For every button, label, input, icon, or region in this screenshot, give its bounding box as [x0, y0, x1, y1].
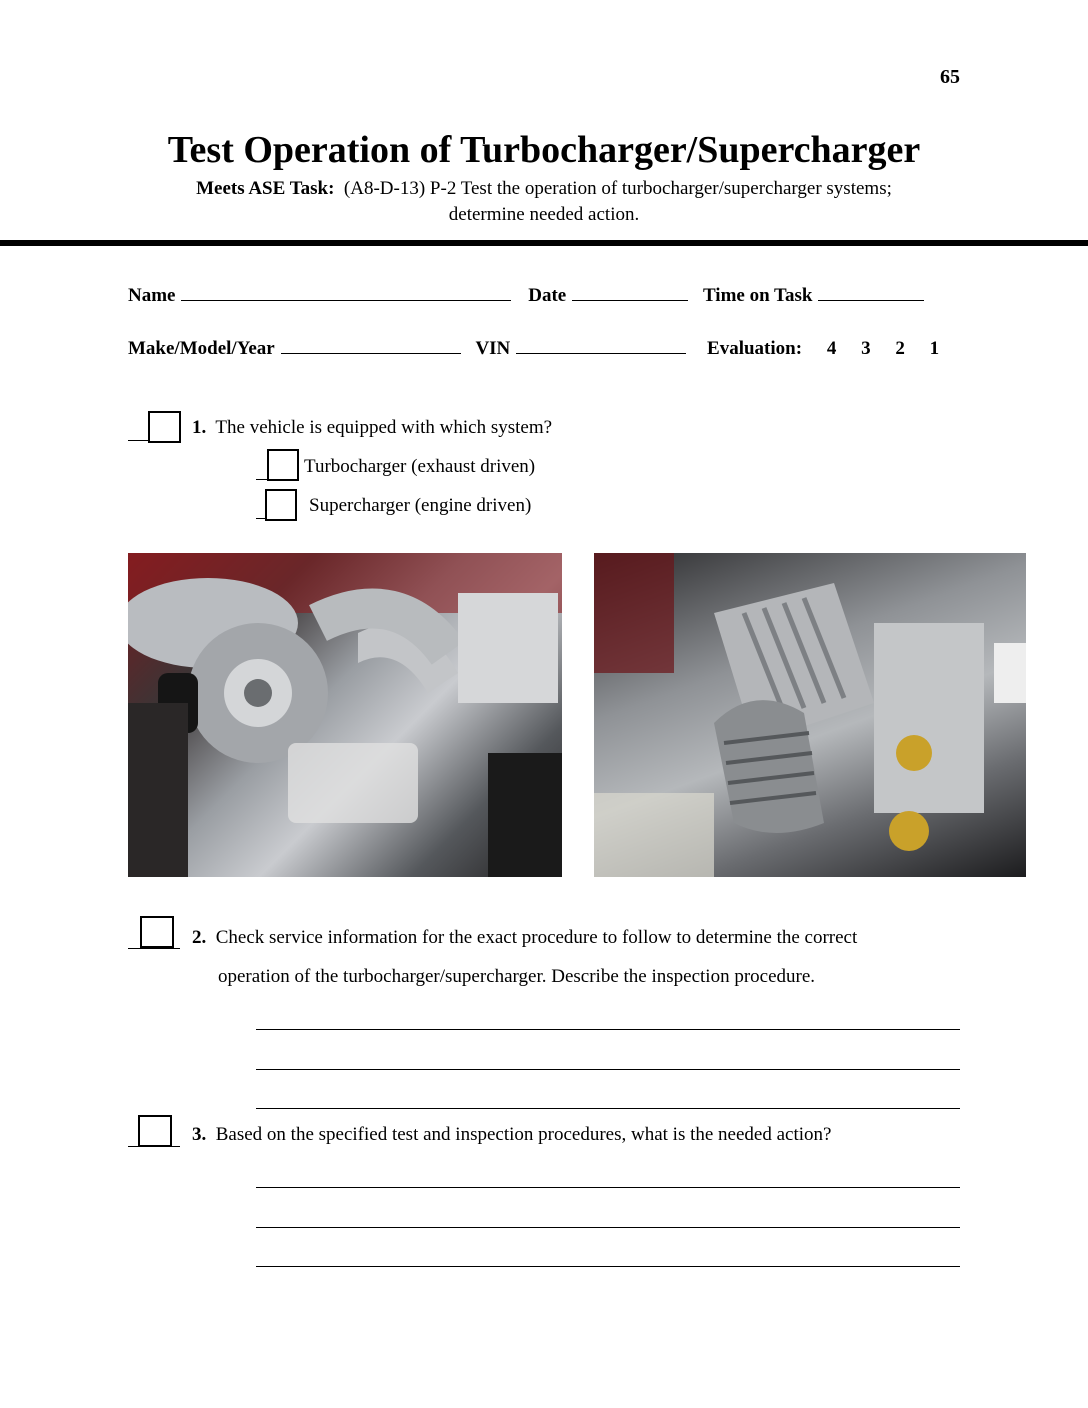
evaluation-score-4[interactable]: 4	[826, 338, 837, 359]
q2-answer-line[interactable]	[256, 1069, 960, 1070]
name-field[interactable]	[181, 284, 511, 301]
q2-answer-line[interactable]	[256, 1029, 960, 1030]
q2	[192, 927, 857, 949]
q1	[192, 417, 552, 439]
q1-text: The vehicle is equipped with which system?	[215, 417, 553, 438]
q2-blank	[128, 948, 180, 949]
q2-text-line2: operation of the turbocharger/supercharger. Describe the inspection procedure.	[218, 966, 816, 987]
date-label: Date	[528, 285, 567, 306]
q3-text: Based on the specified test and inspection procedures, what is the needed action?	[215, 1124, 832, 1145]
page-number: 65	[940, 66, 960, 88]
vin-field[interactable]	[516, 337, 686, 354]
supercharger-option: Supercharger (engine driven)	[309, 495, 532, 516]
q2-checkbox[interactable]	[140, 916, 174, 948]
make-model-year-field[interactable]	[281, 337, 461, 354]
q1-number: 1.	[192, 417, 207, 438]
ase-task-line-1	[0, 178, 1088, 200]
q3-answer-line[interactable]	[256, 1187, 960, 1188]
turbocharger-illustration	[128, 553, 562, 877]
supercharger-checkbox[interactable]	[265, 489, 297, 521]
q2-answer-line[interactable]	[256, 1108, 960, 1109]
q3-number: 3.	[192, 1124, 207, 1145]
supercharger-illustration	[594, 553, 1026, 877]
evaluation-score-3[interactable]: 3	[861, 338, 871, 359]
name-row	[128, 284, 930, 307]
page-title: Test Operation of Turbocharger/Supercharger	[167, 129, 921, 171]
make-model-year-label: Make/Model/Year	[128, 338, 275, 359]
q3	[192, 1124, 831, 1146]
date-field[interactable]	[572, 284, 688, 301]
vehicle-row	[128, 337, 939, 360]
q2-text-line1: Check service information for the exact procedure to follow to determine the correct	[215, 927, 858, 948]
evaluation	[707, 338, 939, 359]
turbocharger-option: Turbocharger (exhaust driven)	[304, 456, 536, 477]
vin-label: VIN	[475, 338, 511, 359]
ase-task-text: (A8-D-13) P-2 Test the operation of turbocharger/supercharger systems;	[343, 178, 892, 199]
evaluation-score-2[interactable]: 2	[895, 338, 905, 359]
evaluation-label: Evaluation:	[707, 338, 803, 359]
q3-checkbox[interactable]	[138, 1115, 172, 1147]
q3-answer-line[interactable]	[256, 1227, 960, 1228]
turbocharger-photo	[128, 553, 562, 877]
time-on-task-field[interactable]	[818, 284, 924, 301]
evaluation-score-1[interactable]: 1	[929, 338, 940, 359]
q1-checkbox[interactable]	[148, 411, 181, 443]
header-divider	[0, 240, 1088, 246]
q2-number: 2.	[192, 927, 207, 948]
ase-task-label: Meets ASE Task:	[196, 178, 335, 199]
q3-answer-line[interactable]	[256, 1266, 960, 1267]
time-on-task-label: Time on Task	[702, 285, 813, 306]
ase-task-line-2: determine needed action.	[448, 204, 640, 225]
turbocharger-checkbox[interactable]	[267, 449, 299, 481]
name-label: Name	[128, 285, 176, 306]
supercharger-photo	[594, 553, 1026, 877]
